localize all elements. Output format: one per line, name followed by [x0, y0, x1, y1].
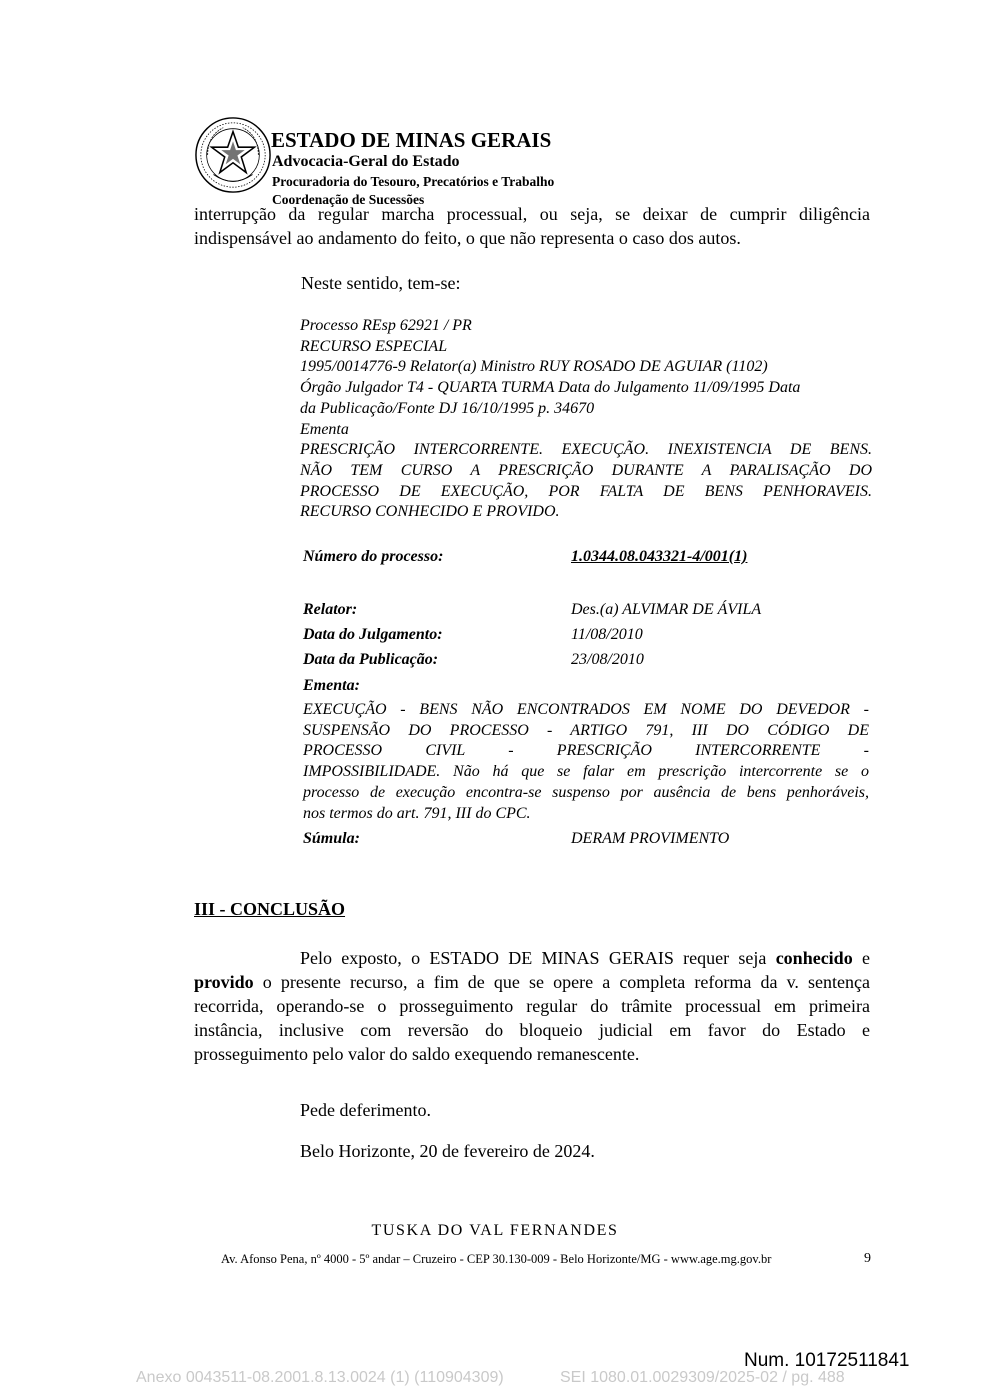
quote-line: Processo REsp 62921 / PR: [300, 317, 472, 334]
section-title: III - CONCLUSÃO: [194, 899, 346, 919]
quote-line: Ementa: [300, 420, 349, 438]
annex-reference: Anexo 0043511-08.2001.8.13.0024 (1) (110904309): [136, 1369, 504, 1386]
judgment-date-value: 11/08/2010: [571, 626, 643, 643]
quote-line: Órgão Julgador T4 - QUARTA TURMA Data do Julgamento 11/09/1995 Data: [300, 379, 801, 397]
ementa-text: [303, 700, 869, 824]
ementa-line: PROCESSO CIVIL - PRESCRIÇÃO INTERCORRENTE -: [303, 742, 869, 760]
ementa-line: processo de execução encontra-se suspenso por ausência de bens penhoráveis,: [303, 783, 869, 801]
header-agency: Advocacia-Geral do Estado: [272, 153, 460, 170]
conclusion-line: provido o presente recurso, a fim de que se opere a completa reforma da v. sentença: [194, 972, 870, 992]
jurisprudence-quote-1: [300, 316, 872, 523]
closing-text: Pede deferimento.: [300, 1100, 431, 1120]
ementa-label: Ementa:: [303, 677, 360, 694]
sumula-value: DERAM PROVIMENTO: [571, 830, 730, 847]
process-number-value: 1.0344.08.043321-4/001(1): [571, 548, 748, 565]
sumula-label: Súmula:: [303, 830, 360, 847]
page-number: 9: [864, 1251, 871, 1266]
paragraph-continuation: [194, 202, 870, 250]
ementa-line: SUSPENSÃO DO PROCESSO - ARTIGO 791, III DO CÓDIGO DE: [303, 721, 869, 739]
header-unit: Coordenação de Sucessões: [272, 192, 425, 207]
conclusion-line: recorrida, operando-se o prosseguimento regular do trâmite processual em primeira: [194, 996, 870, 1016]
conclusion-line: Pelo exposto, o ESTADO DE MINAS GERAIS requer seja conhecido e: [300, 948, 870, 968]
ementa-line: EXECUÇÃO - BENS NÃO ENCONTRADOS EM NOME DO DEVEDOR -: [303, 701, 869, 718]
quote-line: da Publicação/Fonte DJ 16/10/1995 p. 34670: [300, 399, 595, 417]
sei-reference: SEI 1080.01.0029309/2025-02 / pg. 488: [560, 1369, 845, 1386]
conclusion-paragraph: [194, 946, 870, 1066]
quote-line: PRESCRIÇÃO INTERCORRENTE. EXECUÇÃO. INEXISTENCIA DE BENS.: [300, 441, 872, 459]
ementa-line: IMPOSSIBILIDADE. Não há que se falar em prescrição intercorrente se o: [303, 763, 869, 781]
publication-date-value: 23/08/2010: [571, 651, 644, 668]
quote-line: 1995/0014776-9 Relator(a) Ministro RUY ROSADO DE AGUIAR (1102): [300, 358, 768, 376]
process-number-label: Número do processo:: [303, 548, 444, 565]
quote-line: PROCESSO DE EXECUÇÃO, POR FALTA DE BENS PENHORAVEIS.: [300, 482, 872, 500]
conclusion-line: prosseguimento pelo valor do saldo exequendo remanescente.: [194, 1044, 640, 1064]
header-office: Procuradoria do Tesouro, Precatórios e Trabalho: [272, 174, 555, 189]
state-seal-icon: [194, 116, 272, 194]
footer-address: Av. Afonso Pena, nº 4000 - 5º andar – Cruzeiro - CEP 30.130-009 - Belo Horizonte/MG - www.age.mg.gov.br: [221, 1252, 772, 1266]
paragraph-line: indispensável ao andamento do feito, o que não representa o caso dos autos.: [194, 228, 741, 248]
document-number: Num. 10172511841: [744, 1350, 910, 1371]
ementa-line: nos termos do art. 791, III do CPC.: [303, 804, 531, 822]
relator-value: Des.(a) ALVIMAR DE ÁVILA: [571, 601, 762, 618]
judgment-date-label: Data do Julgamento:: [303, 626, 443, 643]
relator-label: Relator:: [303, 601, 358, 618]
publication-date-label: Data da Publicação:: [303, 651, 439, 668]
header-state-title: ESTADO DE MINAS GERAIS: [271, 128, 552, 152]
paragraph-line: interrupção da regular marcha processual, ou seja, se deixar de cumprir diligência: [194, 204, 870, 224]
quote-line: RECURSO ESPECIAL: [300, 337, 448, 355]
place-date-text: Belo Horizonte, 20 de fevereiro de 2024.: [300, 1141, 595, 1161]
conclusion-line: instância, inclusive com reversão do bloqueio judicial em favor do Estado e: [194, 1020, 870, 1040]
intro-text: Neste sentido, tem-se:: [301, 273, 461, 293]
quote-line: RECURSO CONHECIDO E PROVIDO.: [300, 503, 560, 521]
quote-line: NÃO TEM CURSO A PRESCRIÇÃO DURANTE A PARALISAÇÃO DO: [300, 461, 872, 479]
signer-name: TUSKA DO VAL FERNANDES: [371, 1222, 619, 1239]
